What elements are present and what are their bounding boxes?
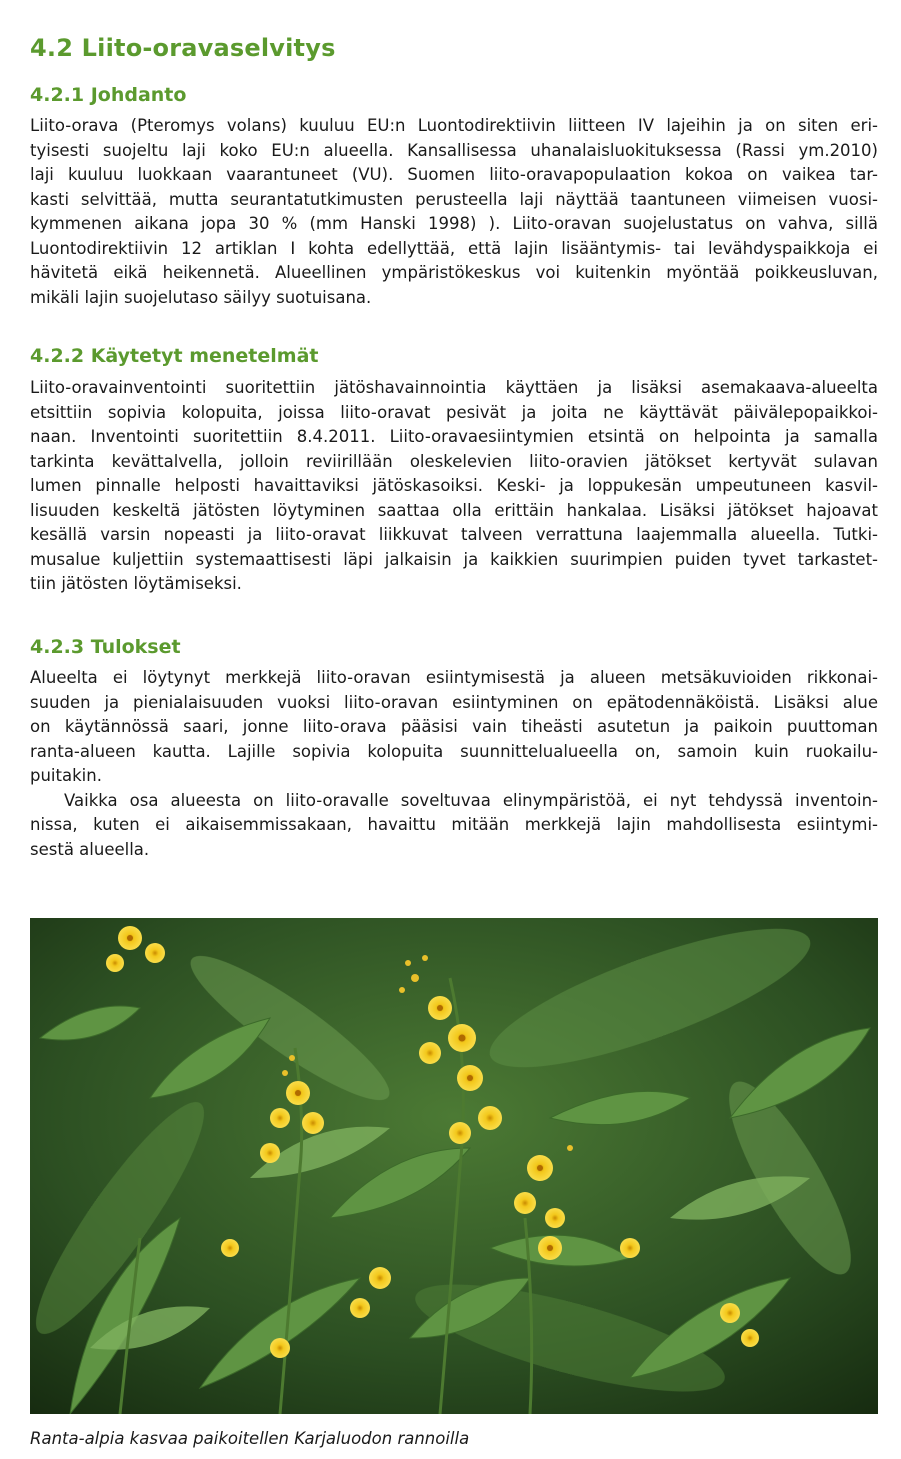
text-line: kesällä varsin nopeasti ja liito-oravat liikkuvat talveen verrattuna laajemmalla alueella. Tutki-	[30, 525, 878, 544]
section-title-menetelmat: 4.2.2 Käytetyt menetelmät	[30, 345, 319, 367]
text-line: Liito-orava (Pteromys volans) kuuluu EU:n Luontodirektiivin liitteen IV lajeihin ja on siten eri-	[30, 116, 878, 135]
text-line: nissa, kuten ei aikaisemmissakaan, havaittu mitään merkkejä lajin mahdollisesta esiintymi-	[30, 815, 878, 834]
text-line: mikäli lajin suojelutaso säilyy suotuisana.	[30, 287, 372, 307]
text-line: Liito-oravainventointi suoritettiin jätöshavainnointia käyttäen ja lisäksi asemakaava-alueelta	[30, 378, 878, 397]
text-line: naan. Inventointi suoritettiin 8.4.2011. Liito-oravaesiintymien etsintä on helpointa ja samalla	[30, 427, 878, 446]
text-line: lumen pinnalle helposti havaittaviksi jätöskasoiksi. Keski- ja loppukesän umpeutuneen kasvil-	[30, 476, 878, 495]
plant-photo	[30, 918, 878, 1414]
paragraph-tulokset	[30, 666, 878, 862]
text-line: musalue kuljettiin systemaattisesti läpi jalkaisin ja kaikkien suurimpien puiden tyvet tarkastet-	[30, 549, 878, 569]
text-line: lisuuden keskeltä jätösten löytyminen saattaa olla erittäin hankalaa. Lisäksi jätökset hajoavat	[30, 500, 878, 520]
text-line: kymmenen aikana jopa 30 % (mm Hanski 1998) ). Liito-oravan suojelustatus on vahva, sillä	[30, 214, 878, 233]
paragraph-johdanto	[30, 114, 878, 310]
text-line: tyisesti suojeltu laji koko EU:n alueella. Kansallisessa uhanalaisluokituksessa (Rassi ym.2010)	[30, 140, 878, 160]
photo-caption: Ranta-alpia kasvaa paikoitellen Karjaluodon rannoilla	[30, 1429, 470, 1448]
text-line: Vaikka osa alueesta on liito-oravalle soveltuvaa elinympäristöä, ei nyt tehdyssä inventoin-	[64, 790, 878, 810]
text-line: on käytännössä saari, jonne liito-orava pääsisi vain tiheästi asutetun ja paikoin puuttoman	[30, 717, 878, 736]
section-title-tulokset: 4.2.3 Tulokset	[30, 636, 181, 658]
chapter-heading: 4.2 Liito-oravaselvitys	[30, 34, 336, 62]
text-line: etsittiin sopivia kolopuita, joissa liito-oravat pesivät ja joita ne käyttävät päivälepopaikkoi-	[30, 402, 878, 422]
section-title-johdanto: 4.2.1 Johdanto	[30, 84, 187, 106]
text-line: tiin jätösten löytämiseksi.	[30, 574, 242, 593]
text-line: suuden ja pienialaisuuden vuoksi liito-oravan esiintyminen on epätodennäköistä. Lisäksi alue	[30, 692, 878, 712]
text-line: puitakin.	[30, 766, 102, 785]
text-line: Luontodirektiivin 12 artiklan I kohta edellyttää, että lajin lisääntymis- tai levähdyspaikkoja ei	[30, 238, 878, 258]
text-line: sestä alueella.	[30, 839, 150, 859]
paragraph-menetelmat	[30, 376, 878, 597]
plant-photo-illustration	[30, 918, 878, 1414]
text-line: Alueelta ei löytynyt merkkejä liito-oravan esiintymisestä ja alueen metsäkuvioiden rikkonai-	[30, 668, 878, 687]
text-line: tarkinta kevättalvella, jolloin reviirillään oleskelevien liito-oravien jätökset kertyvät sulavan	[30, 451, 878, 471]
text-line: ranta-alueen kautta. Lajille sopivia kolopuita suunnittelualueella on, samoin kuin ruokailu-	[30, 741, 878, 761]
text-line: hävitetä eikä heikennetä. Alueellinen ympäristökeskus voi kuitenkin myöntää poikkeusluvan,	[30, 263, 878, 282]
text-line: laji kuuluu luokkaan vaarantuneet (VU). Suomen liito-oravapopulaation kokoa on vaikea tar-	[30, 165, 878, 184]
text-line: kasti selvittää, mutta seurantatutkimusten perusteella laji näyttää taantuneen viimeisen vuosi-	[30, 189, 878, 209]
